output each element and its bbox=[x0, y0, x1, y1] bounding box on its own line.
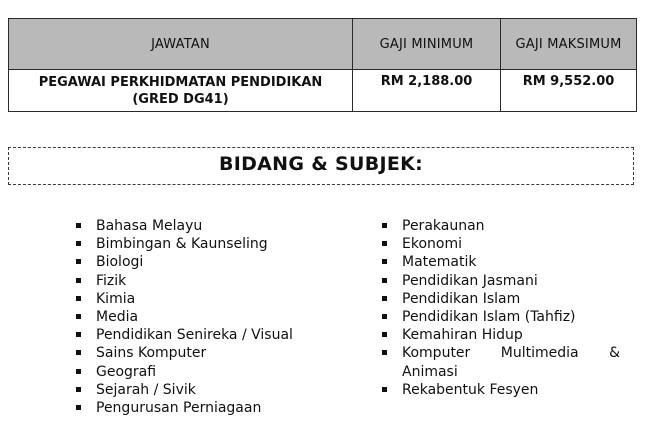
list-item: Pendidikan Senireka / Visual bbox=[74, 326, 334, 344]
wrap-word: Multimedia bbox=[500, 345, 579, 362]
section-header-box bbox=[8, 147, 634, 185]
subject-list-right bbox=[380, 217, 620, 399]
list-item: Perakaunan bbox=[380, 217, 620, 235]
salary-table bbox=[8, 18, 637, 112]
cell-gaji-minimum: RM 2,188.00 bbox=[353, 70, 501, 112]
list-item: Ekonomi bbox=[380, 235, 620, 253]
list-item: Sains Komputer bbox=[74, 344, 334, 362]
wrap-word: & bbox=[609, 345, 620, 362]
list-item: Sejarah / Sivik bbox=[74, 381, 334, 399]
list-item: Rekabentuk Fesyen bbox=[380, 381, 620, 399]
list-item: Matematik bbox=[380, 253, 620, 271]
list-item: Biologi bbox=[74, 253, 334, 271]
jawatan-line2: (GRED DG41) bbox=[132, 91, 229, 107]
list-item: Pengurusan Perniagaan bbox=[74, 399, 334, 417]
jawatan-line1: PEGAWAI PERKHIDMATAN PENDIDIKAN bbox=[38, 74, 323, 90]
cell-jawatan bbox=[9, 70, 353, 112]
table-header-row bbox=[9, 19, 637, 70]
list-item: Kimia bbox=[74, 290, 334, 308]
list-item: Pendidikan Islam (Tahfiz) bbox=[380, 308, 620, 326]
list-item: Kemahiran Hidup bbox=[380, 326, 620, 344]
list-item: Pendidikan Islam bbox=[380, 290, 620, 308]
cell-gaji-maksimum: RM 9,552.00 bbox=[501, 70, 637, 112]
header-gaji-maksimum: GAJI MAKSIMUM bbox=[501, 19, 637, 70]
header-jawatan: JAWATAN bbox=[9, 19, 353, 70]
list-item: Pendidikan Jasmani bbox=[380, 272, 620, 290]
table-row bbox=[9, 70, 637, 112]
list-item: Geografi bbox=[74, 363, 334, 381]
list-item bbox=[380, 344, 620, 380]
list-item: Fizik bbox=[74, 272, 334, 290]
list-item: Bahasa Melayu bbox=[74, 217, 334, 235]
wrap-item-line2: Animasi bbox=[402, 363, 458, 380]
wrap-item-line1 bbox=[402, 344, 620, 362]
wrap-word: Komputer bbox=[402, 345, 471, 362]
list-item: Media bbox=[74, 308, 334, 326]
list-item: Bimbingan & Kaunseling bbox=[74, 235, 334, 253]
section-title: BIDANG & SUBJEK: bbox=[218, 153, 424, 175]
subject-list-left bbox=[74, 217, 334, 417]
header-gaji-minimum: GAJI MINIMUM bbox=[353, 19, 501, 70]
